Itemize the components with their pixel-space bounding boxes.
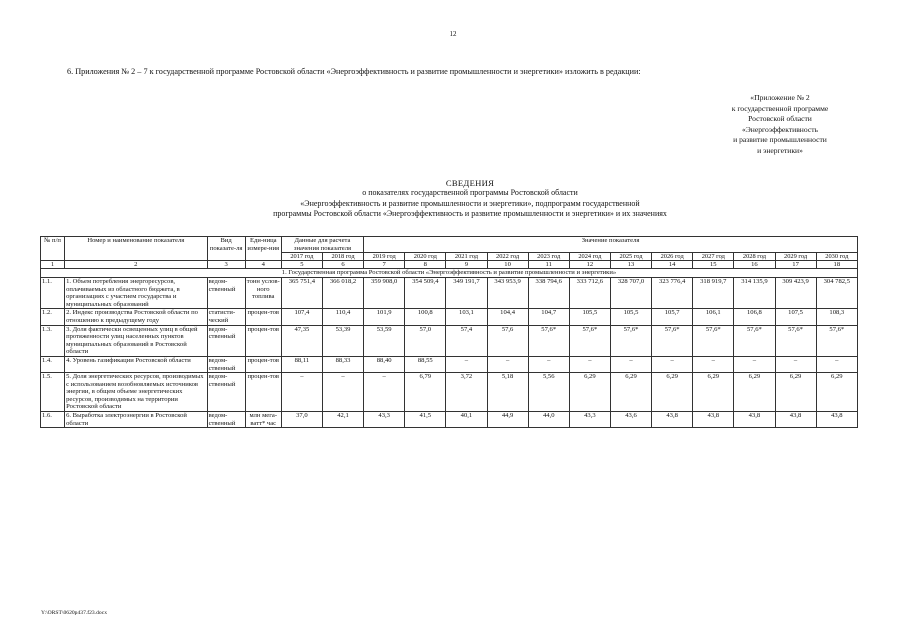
indicators-table [40,236,858,428]
indicator-name: 4. Уровень газификации Ростовской области [65,356,207,372]
value-cell: 104,7 [528,309,569,325]
year-header: 2019 год [364,253,405,261]
column-number: 5 [281,261,322,269]
value-cell: – [281,373,322,412]
value-cell: 314 135,9 [734,277,775,308]
column-number: 18 [816,261,857,269]
row-number: 1.6. [41,412,65,428]
column-number: 12 [569,261,610,269]
indicator-name: 1. Объем потребления энергоресурсов, оплачиваемых из областного бюджета, в организациях с участием государства и муниципальных образований [65,277,207,308]
value-cell: 333 712,6 [569,277,610,308]
appendix-line: и развитие промышленности [733,135,827,145]
value-cell: 338 794,6 [528,277,569,308]
table-row [41,309,858,325]
appendix-line: «Энергоэффективность [742,124,818,134]
column-number: 8 [405,261,446,269]
row-number: 1.4. [41,356,65,372]
value-cell: 57,6* [775,325,816,356]
indicator-unit: процен-тов [245,309,281,325]
value-cell: – [734,356,775,372]
indicator-unit: млн мега-ватт* час [245,412,281,428]
header-values: Значение показателя [364,237,858,253]
value-cell: – [816,356,857,372]
value-cell: 366 018,2 [322,277,363,308]
header-row [41,237,858,253]
value-cell: 6,29 [610,373,651,412]
column-number: 2 [65,261,207,269]
value-cell: 5,56 [528,373,569,412]
column-number: 1 [41,261,65,269]
column-number: 9 [446,261,487,269]
column-number: 15 [693,261,734,269]
intro-paragraph: 6. Приложения № 2 – 7 к государственной программе Ростовской области «Энергоэффективность и развитие промышленности и энергетики» изложить в редакции: [67,67,641,76]
value-cell: 57,6* [693,325,734,356]
value-cell: – [693,356,734,372]
value-cell: 43,3 [569,412,610,428]
value-cell: – [364,373,405,412]
value-cell: 6,29 [734,373,775,412]
section-row [41,269,858,278]
heading-line: «Энергоэффективность и развитие промышленности и энергетики», подпрограмм государственной [300,198,640,208]
value-cell: 57,6 [487,325,528,356]
table-row [41,356,858,372]
value-cell: 88,33 [322,356,363,372]
appendix-line: «Приложение № 2 [750,93,810,102]
year-header: 2022 год [487,253,528,261]
column-number: 11 [528,261,569,269]
value-cell: 343 953,9 [487,277,528,308]
value-cell: 323 776,4 [652,277,693,308]
indicator-type: ведом-ственный [207,373,245,412]
value-cell: 6,29 [569,373,610,412]
value-cell: 365 751,4 [281,277,322,308]
indicator-unit: процен-тов [245,325,281,356]
value-cell: 88,11 [281,356,322,372]
row-number: 1.1. [41,277,65,308]
value-cell: 359 908,0 [364,277,405,308]
value-cell: 6,29 [816,373,857,412]
header-type: Вид показате-ля [207,237,245,261]
column-number: 13 [610,261,651,269]
indicator-unit: процен-тов [245,373,281,412]
value-cell: 57,6* [734,325,775,356]
row-number: 1.2. [41,309,65,325]
value-cell: 354 509,4 [405,277,446,308]
footer-file-path: Y:\ORST\0620p437.f23.docx [41,610,107,616]
value-cell: 44,9 [487,412,528,428]
value-cell: 328 707,0 [610,277,651,308]
header-num: № п/п [41,237,65,261]
value-cell: 47,35 [281,325,322,356]
value-cell: 110,4 [322,309,363,325]
table-row [41,373,858,412]
value-cell: 57,6* [569,325,610,356]
indicator-type: ведом-ственный [207,412,245,428]
year-header: 2020 год [405,253,446,261]
column-number: 6 [322,261,363,269]
value-cell: 37,0 [281,412,322,428]
section-title: 1. Государственная программа Ростовской области «Энергоэффективность и развитие промышленности и энергетики» [41,269,858,278]
value-cell: 43,8 [693,412,734,428]
value-cell: 6,29 [652,373,693,412]
heading-line: о показателях государственной программы Ростовской области [362,188,578,198]
indicator-name: 2. Индекс производства Ростовской области по отношению к предыдущему году [65,309,207,325]
value-cell: 57,6* [528,325,569,356]
indicator-unit: процен-тов [245,356,281,372]
row-number: 1.5. [41,373,65,412]
value-cell: 43,6 [610,412,651,428]
value-cell: 57,6* [816,325,857,356]
value-cell: 6,29 [775,373,816,412]
year-header: 2029 год [775,253,816,261]
indicator-type: ведом-ственный [207,325,245,356]
year-header: 2028 год [734,253,775,261]
value-cell: 304 782,5 [816,277,857,308]
value-cell: 349 191,7 [446,277,487,308]
value-cell: 40,1 [446,412,487,428]
value-cell: 43,8 [734,412,775,428]
indicator-name: 3. Доля фактически освещенных улиц в общей протяженности улиц населенных пунктов муниципальных образований в Ростовской области [65,325,207,356]
value-cell: 53,39 [322,325,363,356]
document-heading [150,178,790,220]
indicator-type: статисти-ческий [207,309,245,325]
value-cell: 101,9 [364,309,405,325]
column-number: 16 [734,261,775,269]
heading-title: СВЕДЕНИЯ [445,178,495,188]
header-base-data: Данные для расчета значения показателя [281,237,363,253]
appendix-line: Ростовской области [748,114,812,124]
value-cell: 42,1 [322,412,363,428]
year-header: 2026 год [652,253,693,261]
value-cell: – [446,356,487,372]
header-name: Номер и наименование показателя [65,237,207,261]
indicator-type: ведом-ственный [207,277,245,308]
indicator-unit: тонн услов-ного топлива [245,277,281,308]
year-header: 2018 год [322,253,363,261]
indicator-name: 5. Доля энергетических ресурсов, производимых с использованием возобновляемых источников энергии, в общем объеме энергетических ресурсов, производимых на территории Ростовской области [65,373,207,412]
year-header: 2030 год [816,253,857,261]
value-cell: 43,8 [775,412,816,428]
value-cell: 106,8 [734,309,775,325]
indicator-name: 6. Выработка электроэнергии в Ростовской области [65,412,207,428]
value-cell: 106,1 [693,309,734,325]
appendix-line: к государственной программе [731,103,829,113]
value-cell: 43,8 [652,412,693,428]
value-cell: 107,4 [281,309,322,325]
value-cell: – [652,356,693,372]
value-cell: 57,6* [652,325,693,356]
value-cell: 57,0 [405,325,446,356]
year-header: 2017 год [281,253,322,261]
appendix-line: и энергетики» [757,145,803,155]
value-cell: 6,79 [405,373,446,412]
value-cell: 53,59 [364,325,405,356]
table-row [41,412,858,428]
column-number: 3 [207,261,245,269]
value-cell: 88,40 [364,356,405,372]
column-number: 7 [364,261,405,269]
column-number-row [41,261,858,269]
year-header: 2023 год [528,253,569,261]
value-cell: 100,8 [405,309,446,325]
value-cell: 3,72 [446,373,487,412]
value-cell: – [322,373,363,412]
value-cell: 57,6* [610,325,651,356]
value-cell: 43,3 [364,412,405,428]
column-number: 14 [652,261,693,269]
value-cell: 5,18 [487,373,528,412]
value-cell: 44,0 [528,412,569,428]
year-header: 2024 год [569,253,610,261]
row-number: 1.3. [41,325,65,356]
column-number: 10 [487,261,528,269]
value-cell: 105,5 [610,309,651,325]
value-cell: 105,5 [569,309,610,325]
value-cell: 108,3 [816,309,857,325]
indicator-type: ведом-ственный [207,356,245,372]
value-cell: 57,4 [446,325,487,356]
value-cell: 104,4 [487,309,528,325]
heading-line: программы Ростовской области «Энергоэффективность и развитие промышленности и энергетики» и их значениях [273,209,667,219]
column-number: 17 [775,261,816,269]
value-cell: – [569,356,610,372]
value-cell: 309 423,9 [775,277,816,308]
value-cell: 6,29 [693,373,734,412]
page-number: 12 [449,30,457,38]
value-cell: 103,1 [446,309,487,325]
value-cell: – [487,356,528,372]
value-cell: – [610,356,651,372]
value-cell: 107,5 [775,309,816,325]
year-header: 2025 год [610,253,651,261]
value-cell: 105,7 [652,309,693,325]
table-row [41,277,858,308]
value-cell: 318 919,7 [693,277,734,308]
header-unit: Еди-ница измере-ния [245,237,281,261]
year-header: 2021 год [446,253,487,261]
value-cell: – [775,356,816,372]
value-cell: 43,8 [816,412,857,428]
appendix-reference [700,93,860,157]
value-cell: 88,55 [405,356,446,372]
year-header: 2027 год [693,253,734,261]
table-row [41,325,858,356]
value-cell: 41,5 [405,412,446,428]
column-number: 4 [245,261,281,269]
value-cell: – [528,356,569,372]
